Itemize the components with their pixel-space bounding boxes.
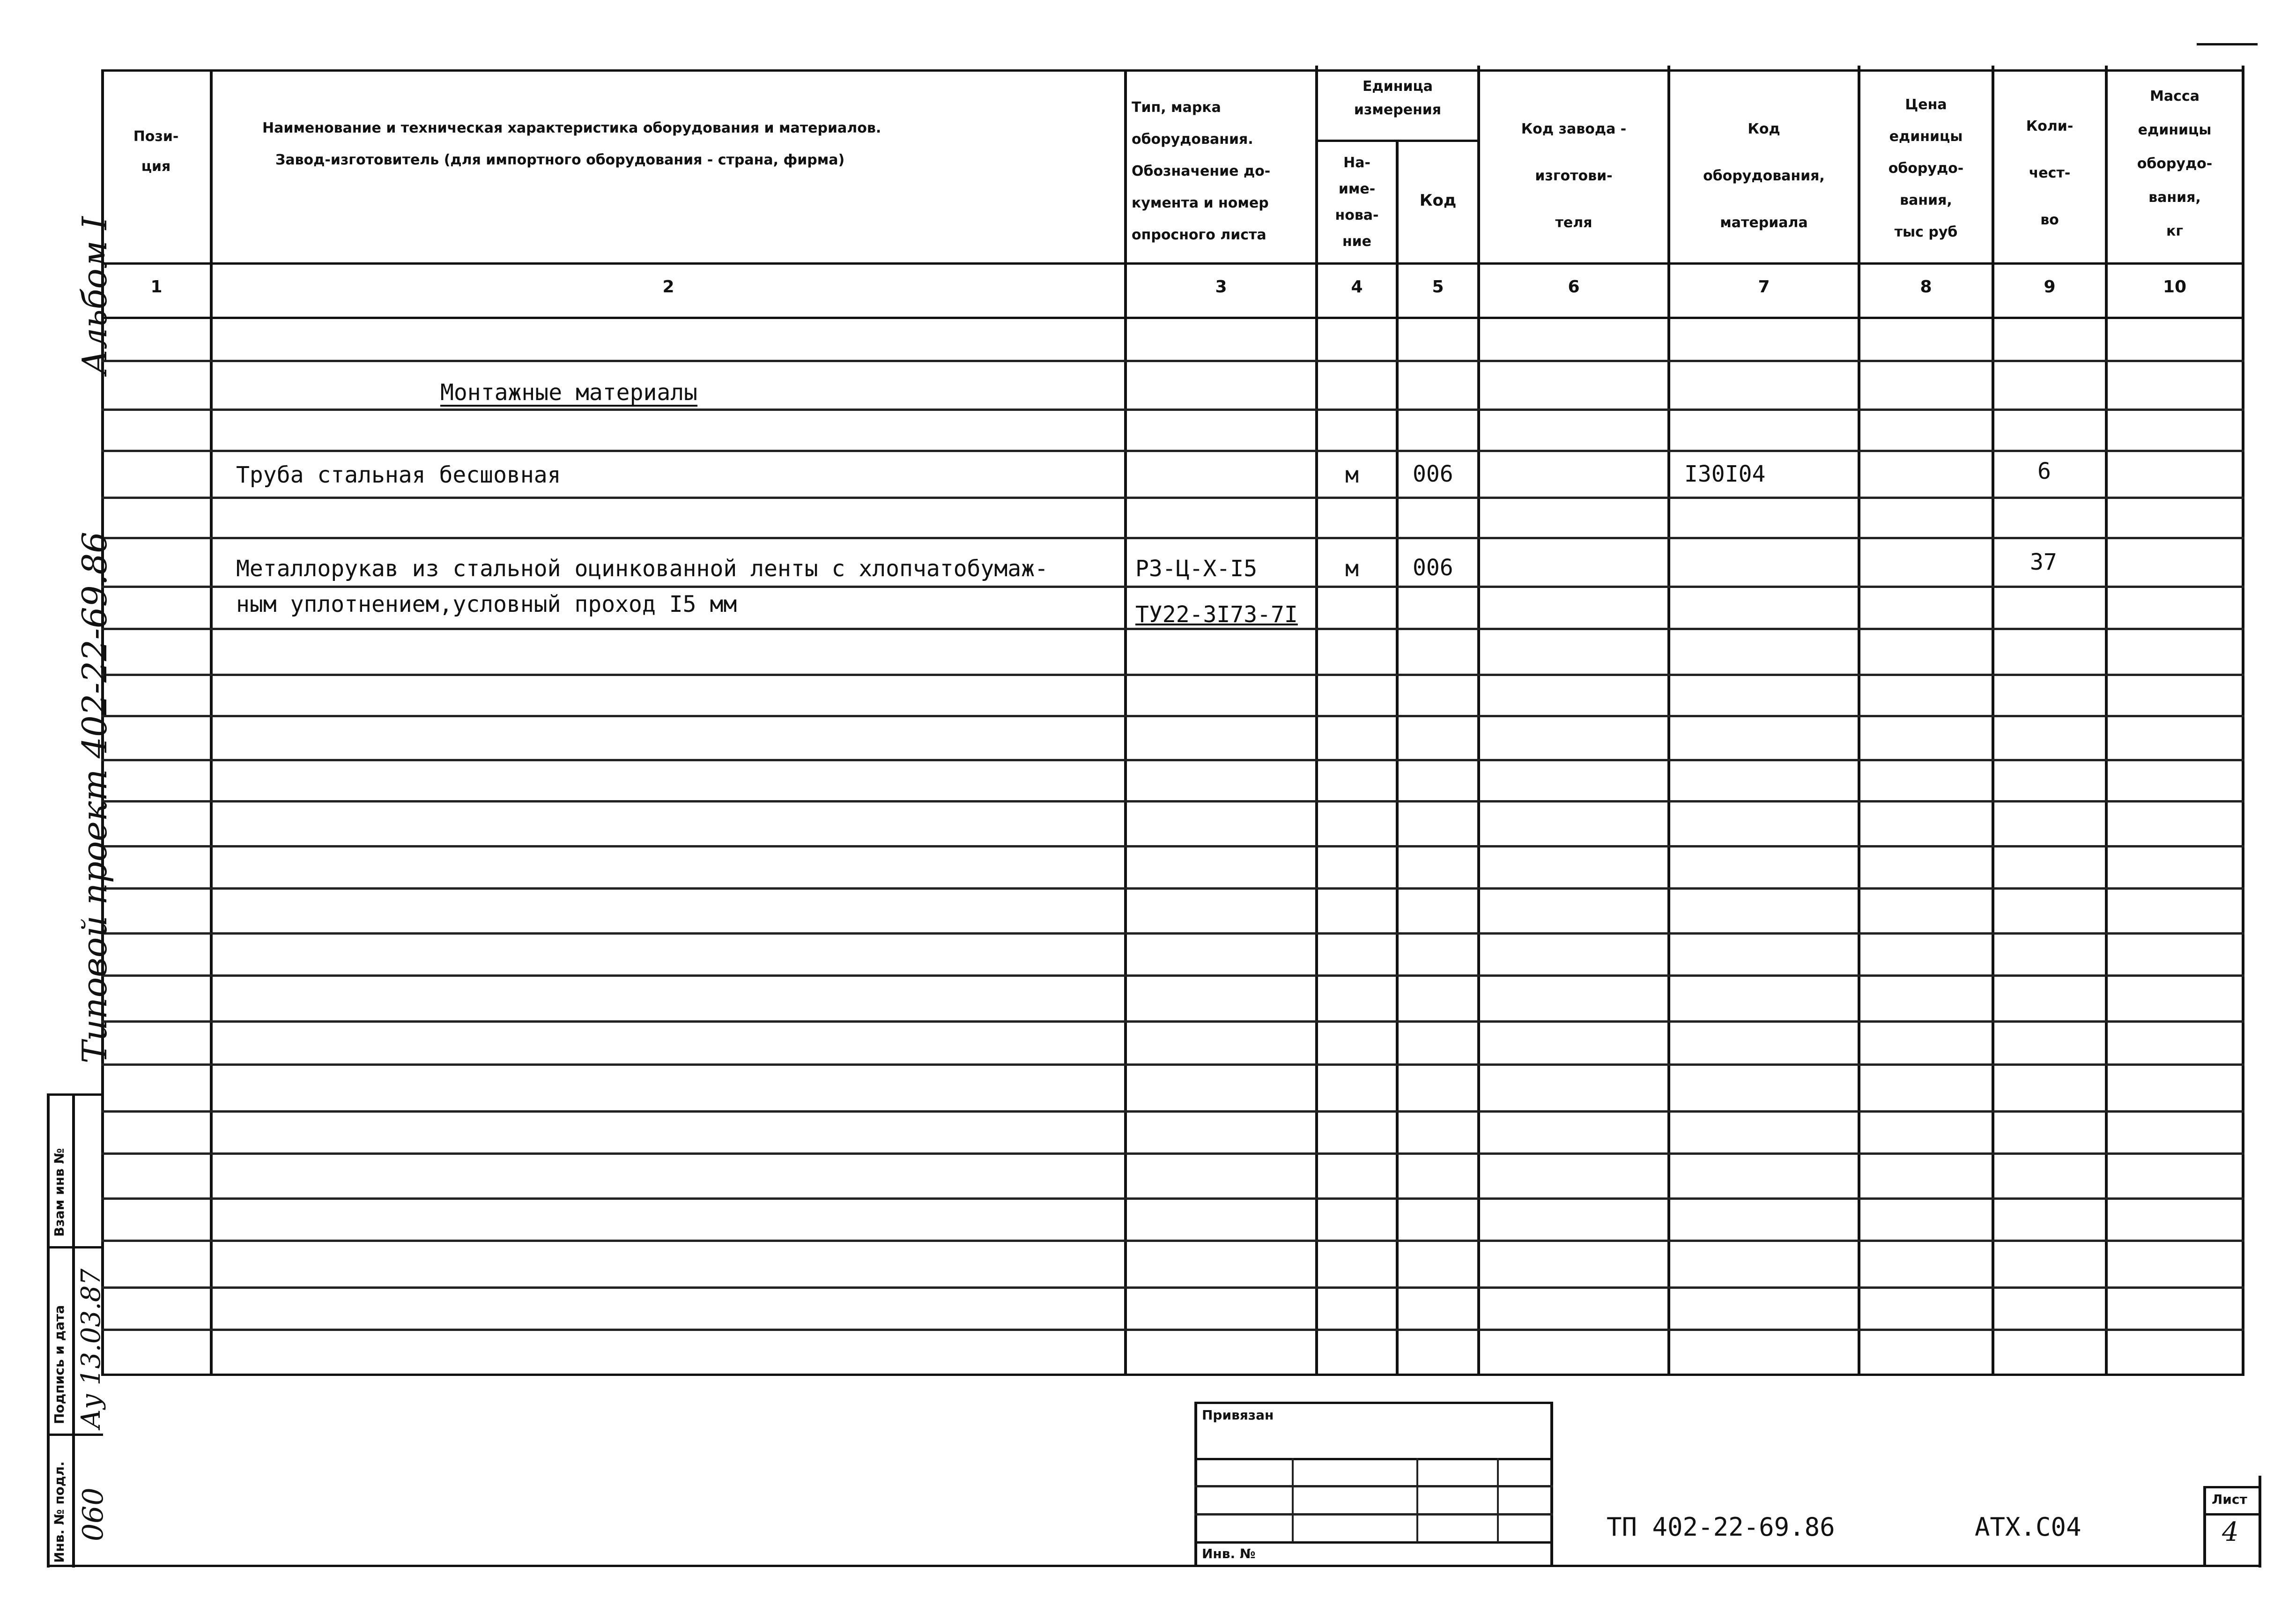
stamp-top	[1194, 1402, 1553, 1404]
row-line	[101, 715, 2244, 717]
row-line	[101, 800, 2244, 802]
item2-unit: м	[1345, 556, 1359, 582]
table-bottom-line	[101, 1374, 2244, 1376]
col-divider-4	[1396, 141, 1399, 1375]
column-number: 7	[1758, 277, 1770, 297]
item1-material-code: I30I04	[1684, 461, 1766, 487]
column-number: 8	[1920, 277, 1932, 297]
stamp-row2	[1194, 1485, 1553, 1487]
row-line	[101, 586, 2244, 588]
list-box-top	[2203, 1486, 2261, 1488]
row-line	[101, 1197, 2244, 1200]
list-box-left	[2203, 1486, 2206, 1567]
stamp-privyazan: Привязан	[1202, 1407, 1274, 1423]
doc-code: ТП 402-22-69.86	[1607, 1512, 1835, 1542]
item2-unit-code: 006	[1413, 555, 1453, 581]
list-box-divider	[2203, 1513, 2261, 1516]
header-bottom-line	[101, 262, 2244, 265]
header-col5: Код	[1419, 191, 1457, 210]
header-col7: Код оборудования, материала	[1703, 121, 1825, 231]
stamp-col3	[1497, 1458, 1499, 1542]
column-number: 5	[1432, 277, 1444, 297]
header-col3: Тип, марка оборудования. Обозначение до- кумента и номер опросного листа	[1132, 99, 1271, 243]
item1-name: Труба стальная бесшовная	[236, 462, 561, 488]
table-border-top	[101, 69, 2244, 72]
item2-type-line2: ТУ22-3I73-7I	[1135, 602, 1298, 628]
row-line	[101, 759, 2244, 761]
column-number: 4	[1351, 277, 1363, 297]
strip-line-1	[47, 1246, 103, 1248]
row-line	[101, 1240, 2244, 1242]
item1-quantity: 6	[2037, 458, 2051, 484]
podpis-value: Ау 13.03.87	[76, 1268, 106, 1429]
column-number: 2	[662, 277, 674, 297]
row-line	[101, 674, 2244, 676]
header-col9: Коли- чест- во	[2026, 118, 2074, 228]
row-line	[101, 628, 2244, 630]
podpis-label: Подпись и дата	[52, 1305, 67, 1424]
inv-label: Инв. № подл.	[52, 1461, 67, 1563]
frame-bottom	[47, 1565, 2260, 1567]
column-numbers-bottom-line	[101, 317, 2244, 319]
strip-top	[47, 1093, 103, 1096]
stamp-col2	[1416, 1458, 1418, 1542]
row-line	[101, 845, 2244, 847]
header-col2: Наименование и техническая характеристика оборудования и материалов. Завод-изготовитель (для импортного оборудования - страна, фирма)	[262, 120, 881, 168]
row-line	[101, 974, 2244, 977]
row-line	[101, 537, 2244, 539]
section-title: Монтажные материалы	[440, 379, 698, 406]
strip-left	[47, 1094, 50, 1568]
column-number: 9	[2044, 277, 2056, 297]
row-line	[101, 497, 2244, 499]
row-line	[101, 450, 2244, 452]
row-line	[101, 409, 2244, 411]
col-divider-1	[210, 70, 213, 1375]
album-label: Альбом I	[75, 216, 114, 375]
stamp-inv-no: Инв. №	[1202, 1546, 1256, 1561]
header-unit-group: Единица измерения	[1354, 78, 1442, 118]
column-number: 6	[1568, 277, 1580, 297]
item2-quantity: 37	[2030, 549, 2057, 575]
row-line	[101, 1329, 2244, 1331]
header-col6: Код завода - изготови- теля	[1521, 121, 1627, 231]
sheet-code: АТХ.С04	[1975, 1512, 2081, 1542]
project-label: Типовой проект 402-22-69.86	[75, 531, 114, 1063]
strip-line-2	[47, 1434, 103, 1436]
header-col10: Масса единицы оборудо- вания, кг	[2137, 88, 2213, 239]
list-value: 4	[2222, 1517, 2239, 1547]
unit-group-divider	[1315, 140, 1479, 142]
item2-type-line1: РЗ-Ц-Х-I5	[1135, 556, 1258, 582]
row-line	[101, 1110, 2244, 1113]
header-col4: На- име- нова- ние	[1335, 155, 1379, 250]
item2-name-line2: ным уплотнением,условный проход I5 мм	[236, 591, 737, 617]
frame-right	[2259, 1476, 2261, 1568]
item1-unit: м	[1345, 462, 1359, 488]
column-number: 1	[150, 277, 163, 297]
header-col1: Пози- ция	[133, 128, 179, 175]
item1-unit-code: 006	[1413, 461, 1453, 487]
col-divider-2	[1124, 70, 1127, 1375]
list-label: Лист	[2212, 1492, 2247, 1507]
stamp-row4	[1194, 1541, 1553, 1544]
item2-name-line1: Металлорукав из стальной оцинкованной ленты с хлопчатобумаж-	[236, 556, 1048, 582]
column-number: 3	[1215, 277, 1227, 297]
row-line	[101, 1152, 2244, 1155]
row-line	[101, 1286, 2244, 1289]
header-col8: Цена единицы оборудо- вания, тыс руб	[1888, 97, 1964, 240]
strip-divider	[72, 1094, 75, 1568]
column-number: 10	[2163, 277, 2187, 297]
stamp-row3	[1194, 1513, 1553, 1516]
row-line	[101, 1020, 2244, 1023]
stamp-row1	[1194, 1458, 1553, 1460]
inv-value: 060	[77, 1487, 110, 1541]
row-line	[101, 932, 2244, 935]
row-line	[101, 1063, 2244, 1066]
row-line	[101, 360, 2244, 362]
row-line	[101, 887, 2244, 890]
frame-top-right-mark	[2197, 43, 2258, 45]
stamp-col1	[1292, 1458, 1294, 1542]
vzam-label: Взам инв №	[52, 1148, 67, 1237]
